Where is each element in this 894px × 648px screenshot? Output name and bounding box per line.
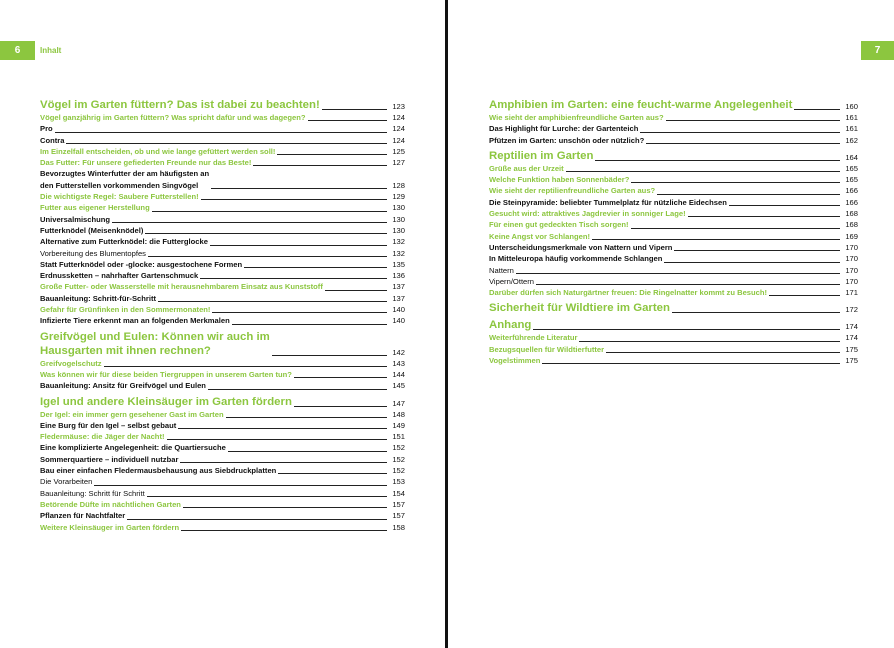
page-number-left: 6	[0, 41, 35, 60]
toc-entry-title: Wie sieht der amphibienfreundliche Garten aus?	[489, 113, 664, 122]
toc-entry-page: 160	[845, 102, 858, 111]
toc-entry-title: Sicherheit für Wildtiere im Garten	[489, 302, 670, 315]
toc-leader-line	[579, 341, 840, 342]
toc-entry-page: 157	[392, 499, 405, 509]
toc-entry-page: 143	[392, 358, 405, 368]
toc-entry	[40, 488, 405, 499]
toc-leader-line	[210, 245, 387, 246]
toc-entry	[40, 522, 405, 533]
toc-entry-title: Bauanleitung: Schritt für Schritt	[40, 488, 145, 498]
toc-entry-page: 137	[392, 282, 405, 292]
toc-leader-line	[631, 182, 840, 183]
toc-entry-title: Für einen gut gedeckten Tisch sorgen!	[489, 220, 629, 230]
toc-entry-page: 161	[845, 124, 858, 134]
toc-entry-page: 135	[392, 259, 405, 269]
toc-entry	[40, 135, 405, 146]
toc-entry	[40, 476, 405, 487]
toc-entry	[40, 281, 405, 292]
toc-entry-title: Bauanleitung: Ansitz für Greifvögel und Eulen	[40, 381, 206, 391]
toc-entry	[40, 330, 405, 358]
toc-leader-line	[158, 301, 387, 302]
toc-entry	[40, 499, 405, 510]
toc-leader-line	[688, 216, 840, 217]
toc-entry-title: Fledermäuse: die Jäger der Nacht!	[40, 432, 165, 442]
toc-entry-page: 136	[392, 271, 405, 281]
toc-leader-line	[152, 211, 387, 212]
toc-entry-title: Die wichtigste Regel: Saubere Futterstellen!	[40, 192, 199, 202]
toc-entry-page: 145	[392, 381, 405, 391]
toc-leader-line	[181, 530, 387, 531]
toc-leader-line	[729, 205, 840, 206]
toc-entry-page: 174	[845, 322, 858, 332]
toc-entry-page: 132	[392, 248, 405, 258]
toc-leader-line	[232, 324, 387, 325]
toc-entry-title: In Mitteleuropa häufig vorkommende Schlangen	[489, 254, 663, 264]
toc-entry-page: 164	[845, 152, 858, 162]
toc-leader-line	[211, 188, 387, 189]
toc-entry	[489, 98, 858, 112]
toc-entry-title: Vögel ganzjährig im Garten füttern? Was spricht dafür und was dagegen?	[40, 113, 306, 122]
toc-entry	[40, 214, 405, 225]
toc-entry-page: 168	[845, 209, 858, 219]
toc-entry	[489, 149, 858, 163]
toc-leader-line	[66, 143, 387, 144]
toc-leader-line	[672, 312, 840, 313]
toc-leader-line	[322, 109, 387, 110]
toc-entry	[40, 420, 405, 431]
toc-leader-line	[226, 417, 387, 418]
toc-leader-line	[294, 406, 387, 407]
toc-entry-page: 170	[845, 276, 858, 286]
toc-entry-title: Vögel im Garten füttern? Das ist dabei zu beachten!	[40, 99, 320, 111]
toc-entry	[489, 231, 858, 242]
toc-entry	[40, 358, 405, 369]
toc-entry-page: 151	[392, 432, 405, 442]
toc-leader-line	[606, 352, 840, 353]
toc-entry	[489, 332, 858, 343]
toc-entry-page: 144	[392, 369, 405, 379]
toc-leader-line	[278, 473, 387, 474]
toc-entry-page: 157	[392, 511, 405, 521]
toc-entry-page: 152	[392, 466, 405, 476]
toc-entry-page: 161	[845, 113, 858, 122]
toc-entry-title: Vogelstimmen	[489, 356, 541, 366]
toc-leader-line	[674, 250, 840, 251]
toc-entry-page: 153	[392, 477, 405, 487]
toc-leader-line	[244, 267, 387, 268]
toc-entry	[40, 315, 405, 326]
toc-entry-page: 130	[392, 225, 405, 235]
toc-entry	[40, 123, 405, 134]
toc-entry	[40, 191, 405, 202]
toc-entry-page: 169	[845, 231, 858, 241]
toc-leader-line	[180, 462, 387, 463]
toc-leader-line	[104, 366, 387, 367]
toc-entry-page: 130	[392, 214, 405, 224]
toc-entry-page: 124	[392, 113, 405, 122]
toc-entry	[40, 395, 405, 409]
toc-entry-page: 170	[845, 242, 858, 252]
toc-entry-page: 148	[392, 409, 405, 419]
toc-entry-page: 175	[845, 344, 858, 354]
toc-entry	[40, 112, 405, 123]
toc-leader-line	[208, 389, 387, 390]
toc-leader-line	[201, 199, 387, 200]
toc-entry-title: Futterknödel (Meisenknödel)	[40, 225, 144, 235]
toc-entry	[489, 318, 858, 332]
toc-entry-page: 158	[392, 522, 405, 532]
toc-entry-title: Nattern	[489, 265, 514, 275]
book-spine	[445, 0, 448, 648]
toc-entry-page: 149	[392, 420, 405, 430]
left-page	[0, 0, 445, 648]
toc-entry	[40, 146, 405, 157]
toc-entry-title: Pflanzen für Nachtfalter	[40, 511, 126, 521]
toc-entry-title: Gefahr für Grünfinken in den Sommermonaten!	[40, 305, 211, 315]
toc-entry	[489, 185, 858, 196]
toc-entry	[489, 135, 858, 146]
toc-entry	[40, 236, 405, 247]
toc-entry-page: 170	[845, 254, 858, 264]
toc-entry-title: Contra	[40, 135, 65, 145]
toc-entry-page: 168	[845, 220, 858, 230]
toc-entry-title: Vorbereitung des Blumentopfes	[40, 248, 146, 258]
toc-entry-title: Reptilien im Garten	[489, 149, 594, 162]
toc-leader-line	[308, 120, 387, 121]
toc-entry-page: 170	[845, 265, 858, 275]
toc-entry-title: Weiterführende Literatur	[489, 333, 578, 343]
toc-entry	[40, 409, 405, 420]
toc-leader-line	[127, 519, 387, 520]
toc-leader-line	[55, 132, 387, 133]
toc-entry-title: Das Futter: Für unsere gefiederten Freunde nur das Beste!	[40, 158, 252, 168]
toc-leader-line	[145, 233, 387, 234]
toc-entry	[40, 465, 405, 476]
toc-entry-title: Pro	[40, 124, 53, 134]
toc-entry-page: 172	[845, 305, 858, 315]
toc-leader-line	[94, 485, 387, 486]
toc-entry	[489, 123, 858, 134]
toc-entry-page: 127	[392, 158, 405, 168]
toc-entry	[40, 304, 405, 315]
page-number-right: 7	[861, 41, 894, 60]
toc-entry	[489, 174, 858, 185]
toc-entry-title: Igel und andere Kleinsäuger im Garten fördern	[40, 395, 292, 408]
toc-entry-title: Statt Futterknödel oder -glocke: ausgestochene Formen	[40, 259, 243, 269]
toc-entry-title: Weitere Kleinsäuger im Garten fördern	[40, 522, 180, 532]
toc-leader-line	[640, 132, 840, 133]
toc-entry	[489, 219, 858, 230]
toc-entry-title: Die Vorarbeiten	[40, 477, 93, 487]
toc-entry-title: Universalmischung	[40, 214, 111, 224]
toc-entry-page: 132	[392, 237, 405, 247]
toc-entry-page: 129	[392, 192, 405, 202]
toc-entry	[40, 380, 405, 391]
toc-entry	[489, 253, 858, 264]
toc-entry-page: 165	[845, 163, 858, 173]
toc-entry-page: 165	[845, 175, 858, 185]
toc-entry-title: Was können wir für diese beiden Tiergruppen in unserem Garten tun?	[40, 369, 292, 379]
right-page	[449, 0, 894, 648]
toc-leader-line	[148, 256, 387, 257]
toc-leader-line	[664, 262, 840, 263]
toc-entry-page: 123	[392, 102, 405, 111]
toc-entry-title: Pfützen im Garten: unschön oder nützlich?	[489, 135, 645, 145]
toc-entry	[489, 208, 858, 219]
toc-entry-page: 175	[845, 356, 858, 366]
toc-entry-page: 166	[845, 186, 858, 196]
toc-leader-line	[646, 143, 840, 144]
toc-entry	[40, 454, 405, 465]
toc-entry-page: 130	[392, 203, 405, 213]
toc-entry	[489, 242, 858, 253]
toc-entry	[489, 301, 858, 315]
toc-entry-title: Sommerquartiere – individuell nutzbar	[40, 454, 179, 464]
toc-leader-line	[592, 239, 840, 240]
toc-entry-title: Alternative zum Futterknödel: die Futterglocke	[40, 237, 208, 247]
toc-entry	[40, 369, 405, 380]
toc-entry-title: Gesucht wird: attraktives Jagdrevier in sonniger Lage!	[489, 209, 686, 219]
toc-entry-title: Eine Burg für den Igel – selbst gebaut	[40, 420, 177, 430]
toc-entry	[489, 112, 858, 123]
toc-entry	[489, 197, 858, 208]
toc-list-left	[40, 95, 405, 533]
toc-entry-page: 125	[392, 146, 405, 156]
toc-entry	[489, 355, 858, 366]
toc-entry-title: Bezugsquellen für Wildtierfutter	[489, 344, 605, 354]
toc-entry	[40, 98, 405, 112]
toc-entry	[489, 276, 858, 287]
toc-entry	[40, 270, 405, 281]
toc-entry-page: 140	[392, 316, 405, 326]
toc-leader-line	[325, 290, 387, 291]
toc-entry-title: Futter aus eigener Herstellung	[40, 203, 150, 213]
toc-entry-page: 128	[392, 180, 405, 190]
toc-leader-line	[769, 295, 840, 296]
toc-entry-page: 162	[845, 135, 858, 145]
toc-entry-title: Das Highlight für Lurche: der Gartenteich	[489, 124, 639, 134]
toc-entry-title: Bevorzugtes Winterfutter der am häufigsten an den Futterstellen vorkommenden Singvögel	[40, 169, 210, 190]
toc-leader-line	[294, 377, 387, 378]
toc-entry-title: Grüße aus der Urzeit	[489, 163, 564, 173]
toc-leader-line	[631, 228, 840, 229]
toc-leader-line	[253, 165, 387, 166]
toc-entry-title: Anhang	[489, 319, 532, 332]
toc-entry	[489, 344, 858, 355]
toc-leader-line	[228, 451, 387, 452]
toc-leader-line	[657, 194, 840, 195]
toc-entry-title: Wie sieht der reptilienfreundliche Garten aus?	[489, 186, 656, 196]
toc-entry-page: 140	[392, 305, 405, 315]
toc-entry-page: 171	[845, 288, 858, 298]
toc-entry	[40, 442, 405, 453]
toc-entry-page: 124	[392, 135, 405, 145]
toc-entry-title: Bauanleitung: Schritt-für-Schritt	[40, 293, 157, 303]
toc-leader-line	[178, 428, 387, 429]
toc-entry-title: Greifvögel und Eulen: Können wir auch im Hausgarten mit ihnen rechnen?	[40, 330, 270, 357]
toc-leader-line	[566, 171, 840, 172]
toc-leader-line	[212, 312, 387, 313]
toc-entry-title: Greifvogelschutz	[40, 358, 102, 368]
toc-entry	[40, 510, 405, 521]
toc-entry	[40, 293, 405, 304]
toc-entry	[40, 431, 405, 442]
toc-entry-page: 152	[392, 454, 405, 464]
toc-entry-page: 174	[845, 333, 858, 343]
toc-entry-page: 166	[845, 197, 858, 207]
toc-leader-line	[200, 278, 387, 279]
toc-entry-title: Vipern/Ottern	[489, 276, 535, 286]
toc-leader-line	[536, 284, 840, 285]
toc-leader-line	[183, 507, 387, 508]
toc-entry-title: Im Einzelfall entscheiden, ob und wie lange gefüttert werden soll!	[40, 146, 276, 156]
toc-entry-page: 124	[392, 124, 405, 134]
toc-leader-line	[516, 273, 840, 274]
toc-entry-title: Unterscheidungsmerkmale von Nattern und Vipern	[489, 242, 673, 252]
toc-entry	[40, 157, 405, 168]
toc-leader-line	[542, 363, 840, 364]
running-header: Inhalt	[40, 46, 62, 55]
toc-entry-page: 137	[392, 293, 405, 303]
toc-entry-title: Darüber dürfen sich Naturgärtner freuen: Die Ringelnatter kommt zu Besuch!	[489, 288, 768, 298]
toc-leader-line	[666, 120, 840, 121]
toc-entry-page: 142	[392, 347, 405, 357]
toc-entry-title: Erdnussketten – nahrhafter Gartenschmuck	[40, 271, 199, 281]
toc-entry	[40, 168, 405, 191]
toc-entry	[489, 287, 858, 298]
toc-entry-page: 154	[392, 488, 405, 498]
toc-leader-line	[794, 109, 840, 110]
toc-entry-title: Amphibien im Garten: eine feucht-warme Angelegenheit	[489, 99, 793, 111]
toc-leader-line	[272, 355, 387, 356]
toc-entry-title: Große Futter- oder Wasserstelle mit herausnehmbarem Einsatz aus Kunststoff	[40, 282, 323, 292]
toc-entry	[40, 248, 405, 259]
toc-entry	[489, 265, 858, 276]
toc-entry-title: Der Igel: ein immer gern gesehener Gast im Garten	[40, 409, 224, 419]
toc-leader-line	[533, 329, 840, 330]
toc-entry-page: 147	[392, 398, 405, 408]
toc-entry	[40, 259, 405, 270]
toc-entry-page: 152	[392, 443, 405, 453]
toc-entry-title: Die Steinpyramide: beliebter Tummelplatz für nützliche Eidechsen	[489, 197, 727, 207]
toc-leader-line	[277, 154, 387, 155]
toc-entry-title: Infizierte Tiere erkennt man an folgenden Merkmalen	[40, 316, 230, 326]
toc-entry	[40, 225, 405, 236]
toc-entry-title: Eine komplizierte Angelegenheit: die Quartiersuche	[40, 443, 226, 453]
toc-list-right	[489, 95, 858, 366]
toc-leader-line	[167, 439, 388, 440]
toc-entry	[489, 163, 858, 174]
toc-entry-title: Bau einer einfachen Fledermausbehausung aus Siebdruckplatten	[40, 466, 277, 476]
toc-entry-title: Betörende Düfte im nächtlichen Garten	[40, 499, 181, 509]
toc-entry-title: Keine Angst vor Schlangen!	[489, 231, 590, 241]
toc-leader-line	[112, 222, 387, 223]
toc-leader-line	[147, 496, 387, 497]
toc-entry	[40, 202, 405, 213]
toc-leader-line	[595, 160, 840, 161]
toc-entry-title: Welche Funktion haben Sonnenbäder?	[489, 175, 630, 185]
